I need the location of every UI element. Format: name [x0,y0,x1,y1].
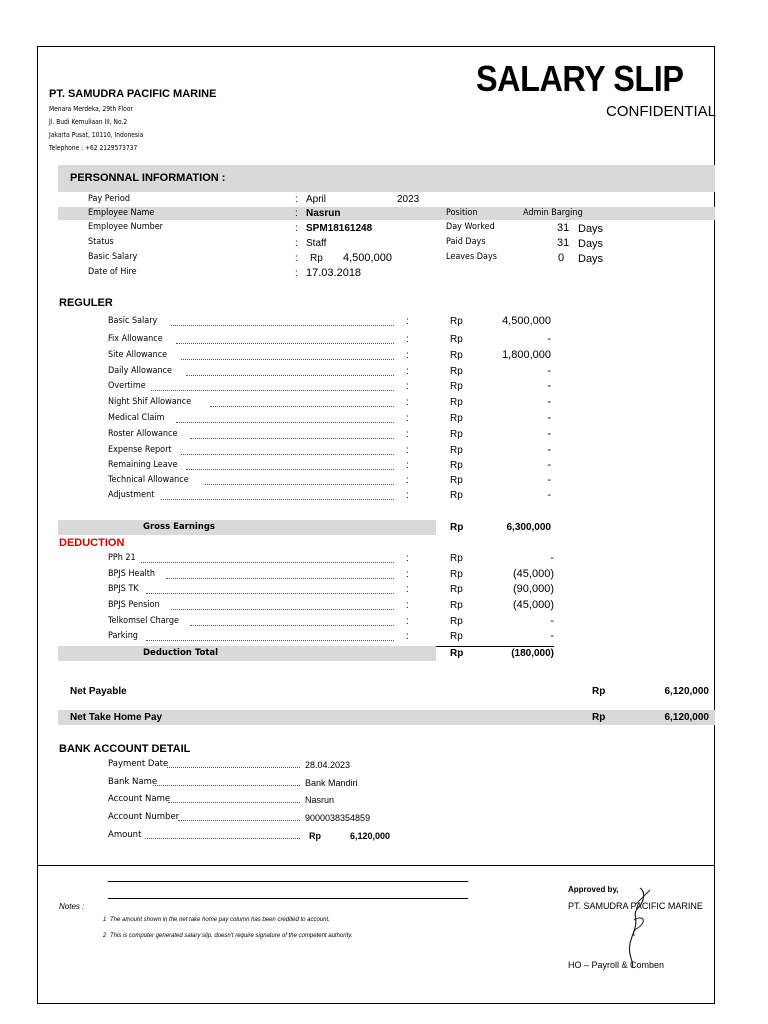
deduction-item-colon: : [406,600,409,611]
account-number-label: Account Number [108,812,180,822]
reguler-item-currency: Rp [450,475,463,486]
deduction-item-label: BPJS TK [108,584,139,594]
reguler-item-colon: : [406,460,409,471]
payment-date-label: Payment Date [108,759,169,769]
reguler-item-colon: : [406,366,409,377]
reguler-item-colon: : [406,475,409,486]
note-2-text: This is computer generated salary slip, doesn't require signature of the competent authority. [110,933,353,939]
reguler-item-value: - [547,459,551,471]
account-name-leader [168,802,300,803]
reguler-item-leader [181,359,394,360]
deduction-title: DEDUCTION [59,537,125,549]
deduction-item-label: PPh 21 [108,553,136,563]
employee-number-value: SPM18161248 [306,223,373,234]
reguler-item-currency: Rp [450,460,463,471]
paid-days-value: 31 [557,237,570,249]
employee-name-colon: : [295,208,298,219]
status-colon: : [295,238,298,249]
reguler-item-currency: Rp [450,445,463,456]
company-telephone: Telephone : +62 2129573737 [49,144,138,152]
reguler-item-label: Technical Allowance [108,475,189,485]
pay-period-month: April [306,194,327,205]
deduction-item-label: Parking [108,631,138,641]
deduction-item-leader [141,562,394,563]
date-of-hire-colon: : [295,268,298,279]
reguler-item-label: Medical Claim [108,413,165,423]
pay-period-year: 2023 [397,194,420,205]
reguler-item-label: Expense Report [108,445,172,455]
date-of-hire-label: Date of Hire [88,267,137,277]
deduction-item-label: BPJS Health [108,569,156,579]
deduction-item-colon: : [406,569,409,580]
deduction-item-leader [190,625,394,626]
deduction-item-leader [146,640,394,641]
reguler-item-value: - [547,380,551,392]
notes-line-2 [108,898,468,899]
reguler-item-colon: : [406,429,409,440]
deduction-total-line [436,646,554,647]
deduction-total-bar [58,646,436,661]
leave-days-unit: Days [578,253,604,265]
account-name-value: Nasrun [305,795,335,805]
approval-department: HO – Payroll & Comben [568,960,665,970]
note-1-number: 1 [103,917,107,923]
leave-days-value: 0 [558,252,565,264]
reguler-item-value: - [547,412,551,424]
payment-date-value: 28.04.2023 [305,760,351,770]
notes-label: Notes : [59,902,85,911]
approved-by-label: Approved by, [568,885,619,894]
deduction-item-currency: Rp [450,584,463,595]
deduction-item-colon: : [406,553,409,564]
approval-company: PT. SAMUDRA PACIFIC MARINE [568,901,703,911]
net-payable-label: Net Payable [70,686,127,697]
reguler-item-label: Remaining Leave [108,460,178,470]
reguler-item-value: - [547,474,551,486]
paid-days-unit: Days [578,238,604,250]
amount-leader [145,838,300,839]
deduction-item-colon: : [406,631,409,642]
personal-section-title: PERSONNAL INFORMATION : [70,172,226,184]
gross-earnings-currency: Rp [450,522,464,533]
reguler-item-label: Roster Allowance [108,429,178,439]
employee-name-value: Nasrun [306,208,341,219]
reguler-item-leader [151,390,394,391]
deduction-item-value: (45,000) [513,599,554,611]
gross-earnings-value: 6,300,000 [506,522,551,533]
reguler-item-value: - [547,365,551,377]
reguler-item-currency: Rp [450,397,463,408]
reguler-item-value: - [547,428,551,440]
take-home-value: 6,120,000 [664,712,709,723]
reguler-item-leader [181,454,394,455]
deduction-item-currency: Rp [450,553,463,564]
deduction-total-currency: Rp [450,648,464,659]
reguler-item-leader [171,325,394,326]
deduction-item-value: - [550,630,554,642]
reguler-item-leader [176,422,394,423]
bank-name-value: Bank Mandiri [305,778,358,788]
amount-label: Amount [108,830,142,840]
reguler-item-currency: Rp [450,490,463,501]
position-value: Admin Barging [523,208,583,218]
day-worked-label: Day Worked [446,222,495,232]
reguler-item-currency: Rp [450,429,463,440]
deduction-item-value: (90,000) [513,583,554,595]
status-value: Staff [306,238,327,249]
reguler-item-leader [190,438,394,439]
amount-currency: Rp [309,831,321,841]
reguler-item-value: 1,800,000 [502,349,551,361]
basic-salary-colon: : [295,253,298,264]
deduction-item-value: (45,000) [513,568,554,580]
note-1-text: The amount shown in the net take home pay column has been credited to account. [110,917,330,923]
account-number-leader [178,820,300,821]
reguler-item-colon: : [406,316,409,327]
status-label: Status [88,237,114,247]
reguler-item-currency: Rp [450,350,463,361]
date-of-hire-value: 17.03.2018 [306,267,362,279]
reguler-item-colon: : [406,334,409,345]
company-address-1: Menara Merdeka, 29th Floor [49,105,133,113]
deduction-item-currency: Rp [450,600,463,611]
notes-line-1 [108,881,468,882]
reguler-item-colon: : [406,490,409,501]
day-worked-unit: Days [578,223,604,235]
bank-section-title: BANK ACCOUNT DETAIL [59,743,191,755]
bank-name-leader [153,785,300,786]
reguler-item-colon: : [406,413,409,424]
deduction-item-label: BPJS Pension [108,600,160,610]
position-label: Position [446,208,478,218]
employee-name-row-bar [58,207,715,220]
reguler-item-value: 4,500,000 [502,315,551,327]
employee-number-colon: : [295,223,298,234]
reguler-item-label: Basic Salary [108,316,158,326]
reguler-item-colon: : [406,350,409,361]
reguler-title: REGULER [59,297,113,309]
deduction-item-currency: Rp [450,569,463,580]
company-name: PT. SAMUDRA PACIFIC MARINE [49,88,217,100]
basic-salary-value: 4,500,000 [343,252,392,264]
reguler-item-value: - [547,333,551,345]
take-home-label: Net Take Home Pay [70,712,163,723]
footer-divider [37,865,715,866]
deduction-item-value: - [550,615,554,627]
reguler-item-leader [161,499,394,500]
reguler-item-label: Site Allowance [108,350,168,360]
deduction-item-leader [166,578,394,579]
net-payable-currency: Rp [592,686,606,697]
reguler-item-currency: Rp [450,334,463,345]
reguler-item-currency: Rp [450,366,463,377]
gross-earnings-label: Gross Earnings [143,522,215,532]
note-2-number: 2 [103,933,107,939]
reguler-item-label: Night Shif Allowance [108,397,192,407]
reguler-item-value: - [547,396,551,408]
reguler-item-leader [186,375,395,376]
company-address-3: Jakarta Pusat, 10110, Indonesia [49,131,144,139]
confidential-label: CONFIDENTIAL [606,103,717,120]
signature-scribble [610,884,660,969]
reguler-item-label: Daily Allowance [108,366,173,376]
page-title: SALARY SLIP [476,58,684,99]
amount-value: 6,120,000 [349,831,390,841]
gross-earnings-bar [58,520,436,535]
reguler-item-currency: Rp [450,316,463,327]
reguler-item-currency: Rp [450,413,463,424]
reguler-item-leader [186,469,395,470]
day-worked-value: 31 [557,222,570,234]
deduction-total-value: (180,000) [511,648,554,659]
reguler-item-leader [210,406,394,407]
deduction-total-label: Deduction Total [143,648,219,658]
reguler-item-colon: : [406,445,409,456]
pay-period-label: Pay Period [88,194,130,204]
account-number-value: 9000038354859 [305,813,371,823]
employee-number-label: Employee Number [88,222,164,232]
basic-salary-currency: Rp [310,253,323,264]
bank-name-label: Bank Name [108,777,158,787]
deduction-item-colon: : [406,616,409,627]
deduction-item-leader [146,593,394,594]
payment-date-leader [167,767,300,768]
deduction-item-leader [171,609,394,610]
reguler-item-label: Overtime [108,381,146,391]
deduction-item-colon: : [406,584,409,595]
reguler-item-colon: : [406,397,409,408]
deduction-item-value: - [550,552,554,564]
employee-name-label: Employee Name [88,208,155,218]
reguler-item-leader [205,484,394,485]
deduction-item-label: Telkomsel Charge [108,616,179,626]
account-name-label: Account Name [108,794,171,804]
reguler-item-label: Adjustment [108,490,155,500]
leave-days-label: Leaves Days [446,252,497,262]
deduction-item-currency: Rp [450,631,463,642]
basic-salary-label: Basic Salary [88,252,138,262]
reguler-item-currency: Rp [450,381,463,392]
deduction-item-currency: Rp [450,616,463,627]
take-home-currency: Rp [592,712,606,723]
reguler-item-leader [176,343,394,344]
reguler-item-value: - [547,444,551,456]
reguler-item-value: - [547,489,551,501]
net-payable-value: 6,120,000 [664,686,709,697]
paid-days-label: Paid Days [446,237,486,247]
reguler-item-colon: : [406,381,409,392]
company-address-2: Jl. Budi Kemuliaan III, No.2 [49,118,128,126]
pay-period-colon: : [295,194,298,205]
reguler-item-label: Fix Allowance [108,334,163,344]
